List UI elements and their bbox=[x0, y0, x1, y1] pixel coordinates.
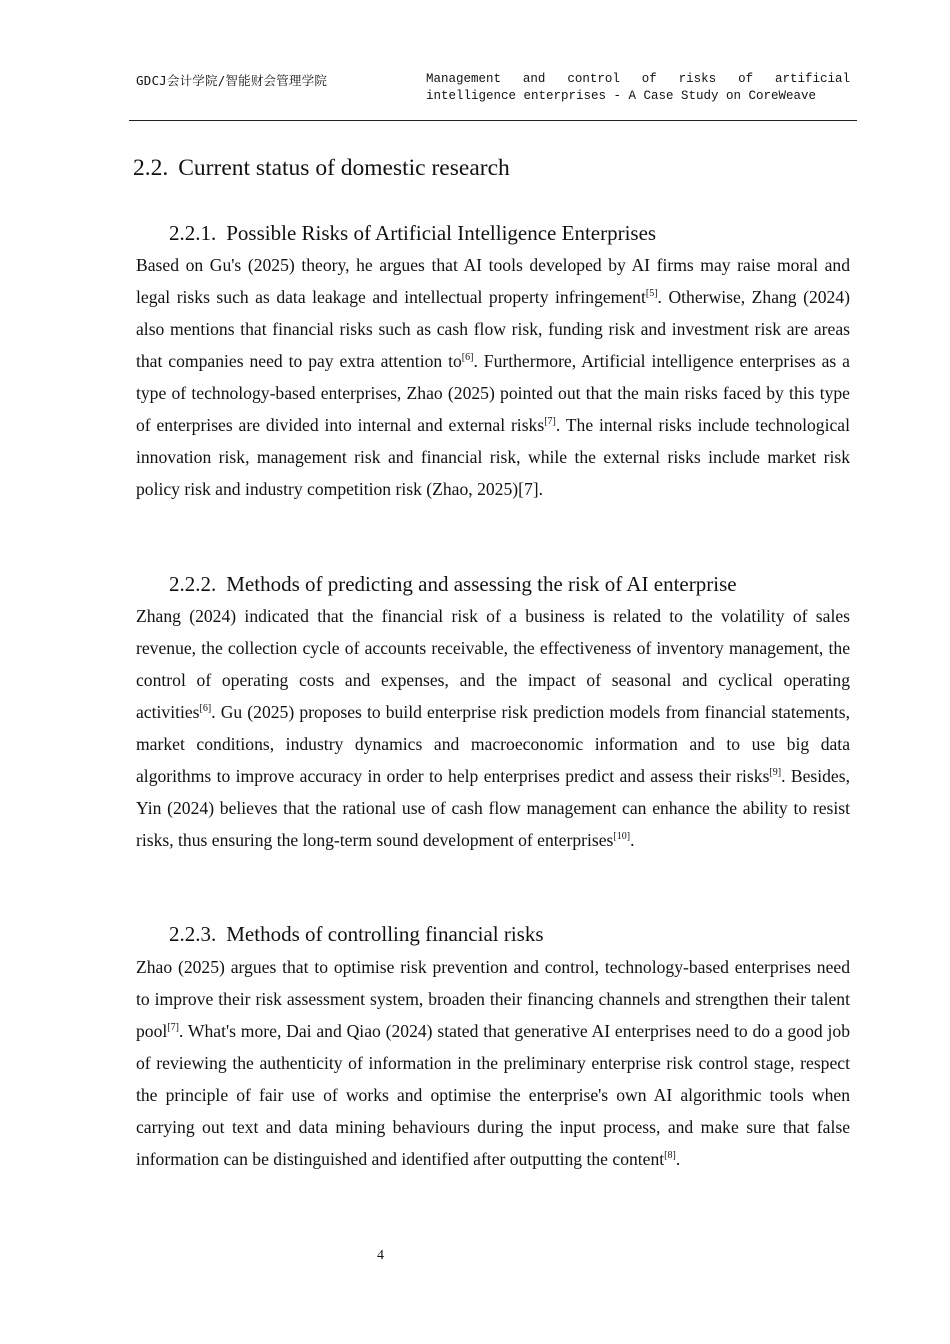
citation: [10] bbox=[613, 831, 631, 842]
subsection-number: 2.2.3. bbox=[169, 922, 217, 946]
subsection-number: 2.2.1. bbox=[169, 221, 217, 245]
header-divider bbox=[129, 120, 857, 121]
text-run: Zhao (2025) argues that to optimise risk prevention and control, technology-based enterprises need to improve their risk assessment system, broaden their financing channels and strengthen their talent pool bbox=[136, 957, 850, 1041]
text-run: . What's more, Dai and Qiao (2024) stated that generative AI enterprises need to do a good job of reviewing the authenticity of information in the preliminary enterprise risk control stage, respect the principle of fair use of works and optimise the enterprise's own AI algorithmic tools when carrying out text and data mining behaviours during the input process, and make sure that false information can be distinguished and identified after outputting the content bbox=[136, 1021, 850, 1169]
header-institution: GDCJ会计学院/智能财会管理学院 bbox=[136, 73, 328, 88]
subsection-heading-2-2-1 bbox=[169, 221, 656, 246]
text-run: Zhang (2024) indicated that the financial risk of a business is related to the volatility of sales revenue, the collection cycle of accounts receivable, the effectiveness of inventory management, the control of operating costs and expenses, and the impact of seasonal and cyclical operating activities bbox=[136, 606, 850, 722]
section-number: 2.2. bbox=[133, 155, 169, 181]
paragraph-2-2-3 bbox=[136, 951, 850, 1175]
header-paper-title: Management and control of risks of artificial intelligence enterprises - A Case Study on CoreWeave bbox=[426, 72, 850, 103]
citation: [5] bbox=[645, 288, 658, 299]
text-run: . The internal risks include technological innovation risk, management risk and financial risk, while the external risks include market risk policy risk and industry competition risk (Zhao, 2025)[7]. bbox=[136, 415, 850, 499]
subsection-heading-2-2-3 bbox=[169, 922, 544, 947]
subsection-title: Methods of controlling financial risks bbox=[226, 922, 544, 946]
citation: [8] bbox=[664, 1150, 676, 1161]
text-run: . Otherwise, Zhang (2024) also mentions that financial risks such as cash flow risk, funding risk and investment risk are areas that companies need to pay extra attention to bbox=[136, 287, 850, 371]
subsection-title: Methods of predicting and assessing the risk of AI enterprise bbox=[226, 572, 737, 596]
paragraph-2-2-1 bbox=[136, 249, 850, 505]
paragraph-2-2-2 bbox=[136, 600, 850, 856]
page-number: 4 bbox=[377, 1248, 384, 1263]
citation: [7] bbox=[544, 416, 556, 427]
section-title: Current status of domestic research bbox=[178, 155, 510, 181]
text-run: . Besides, Yin (2024) believes that the rational use of cash flow management can enhance the ability to resist risks, thus ensuring the long-term sound development of enterprises bbox=[136, 766, 850, 850]
text-run: . Furthermore, Artificial intelligence enterprises as a type of technology-based enterprises, Zhao (2025) pointed out that the main risks faced by this type of enterprises are divided into internal and external risks bbox=[136, 351, 850, 435]
subsection-title: Possible Risks of Artificial Intelligence Enterprises bbox=[226, 221, 657, 245]
citation: [6] bbox=[461, 352, 474, 363]
citation: [6] bbox=[199, 703, 212, 714]
text-run: . Gu (2025) proposes to build enterprise risk prediction models from financial statements, market conditions, industry dynamics and macroeconomic information and to use big data algorithms to improve accuracy in order to help enterprises predict and assess their risks bbox=[136, 702, 850, 786]
text-run: Based on Gu's (2025) theory, he argues that AI tools developed by AI firms may raise moral and legal risks such as data leakage and intellectual property infringement bbox=[136, 255, 850, 307]
text-run: . bbox=[630, 830, 635, 850]
section-heading bbox=[133, 155, 510, 182]
subsection-number: 2.2.2. bbox=[169, 572, 217, 596]
text-run: . bbox=[675, 1149, 681, 1169]
subsection-heading-2-2-2 bbox=[169, 572, 737, 597]
citation: [9] bbox=[769, 767, 782, 778]
citation: [7] bbox=[167, 1022, 179, 1033]
